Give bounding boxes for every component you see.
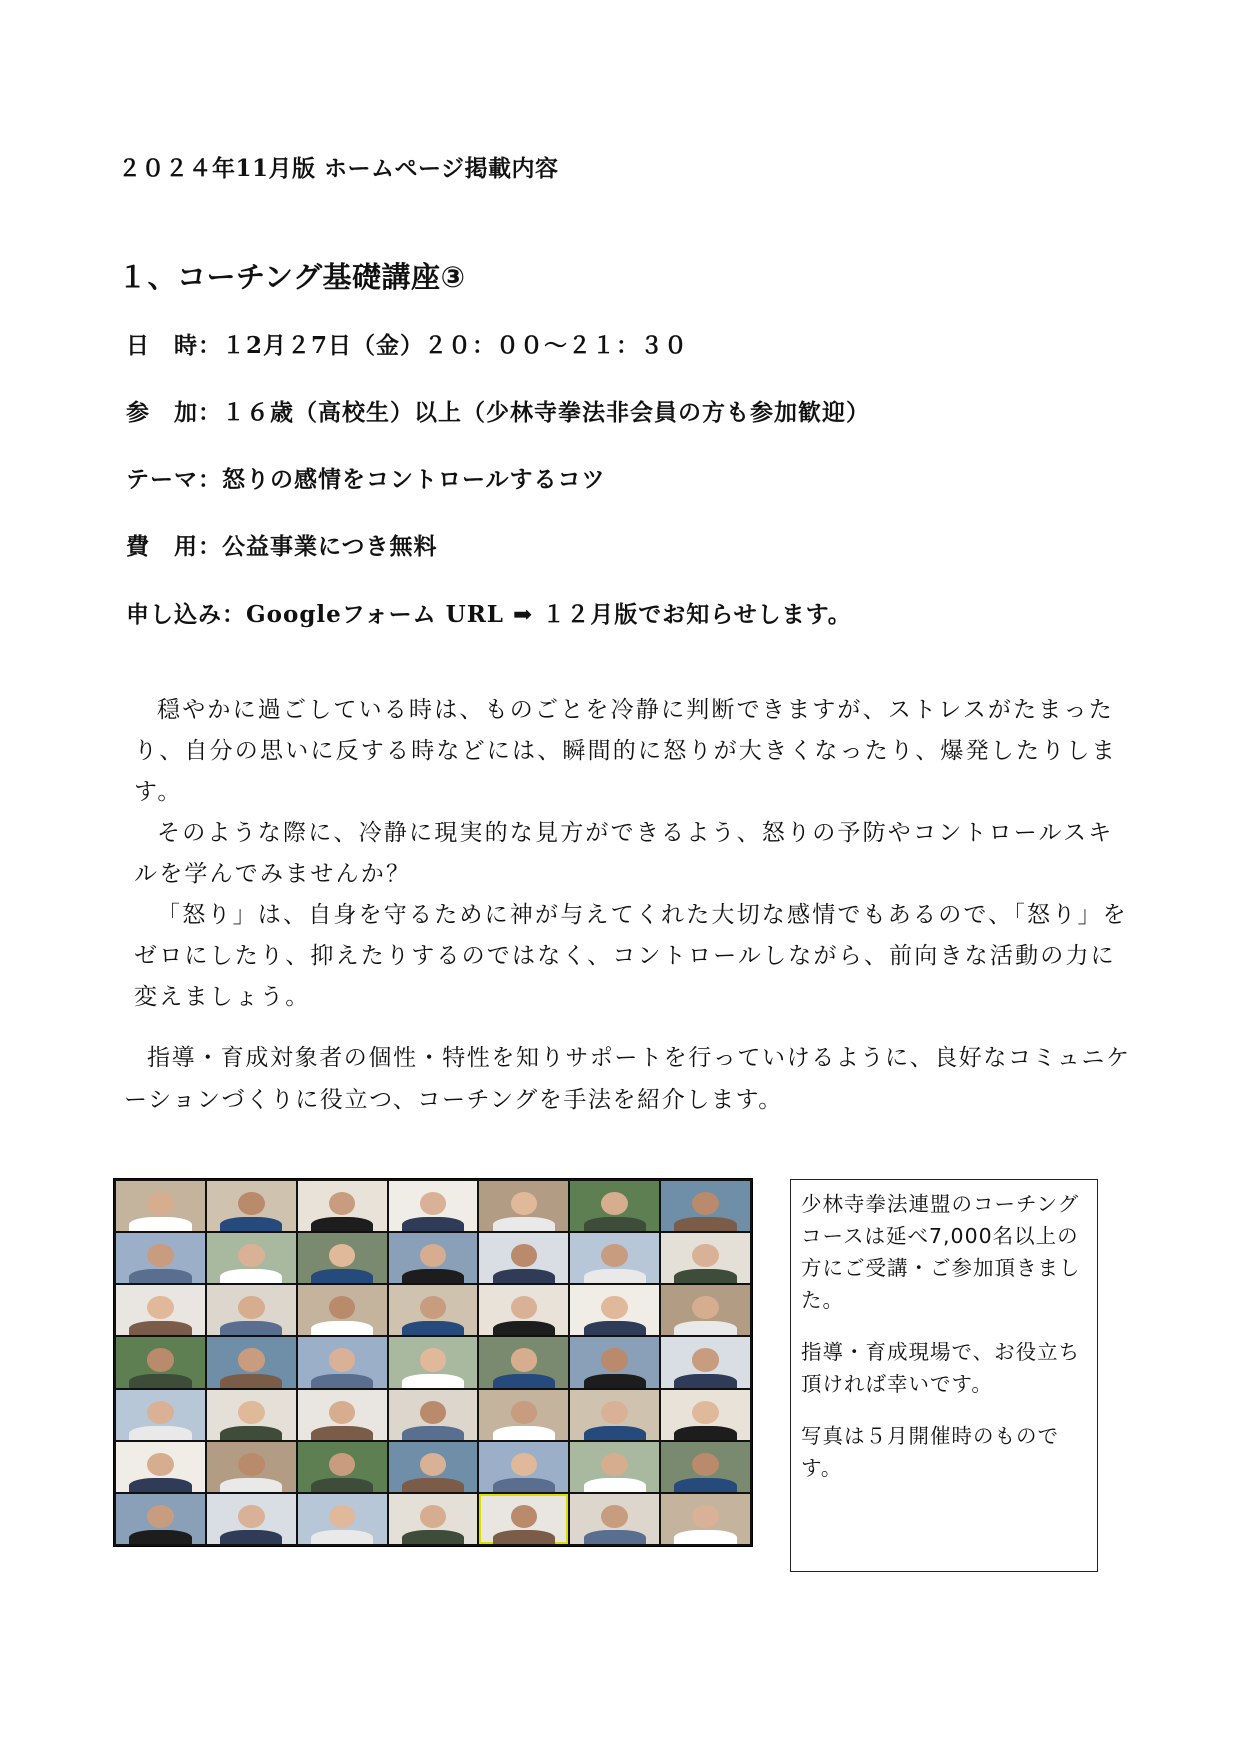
participant-photo [207, 1494, 296, 1544]
participant-photo [661, 1442, 750, 1492]
participant-photo [298, 1337, 387, 1387]
participant-photo [207, 1442, 296, 1492]
info-text: 指導・育成現場で、お役立ち頂ければ幸いです。 [801, 1340, 1081, 1396]
participant-photo [116, 1494, 205, 1544]
participant-photo [207, 1390, 296, 1440]
participant-photo [389, 1181, 478, 1231]
participant-photo [207, 1181, 296, 1231]
participant-photo [298, 1181, 387, 1231]
participant-photo [116, 1285, 205, 1335]
participant-photo [570, 1390, 659, 1440]
detail-label: 費 用： [126, 533, 222, 560]
participants-photo-grid [113, 1178, 753, 1547]
participant-photo [116, 1390, 205, 1440]
participant-photo [661, 1181, 750, 1231]
detail-value: １６歳（高校生）以上（少林寺拳法非会員の方も参加歓迎） [222, 399, 870, 426]
participant-photo [570, 1337, 659, 1387]
participant-photo [389, 1337, 478, 1387]
participant-photo [298, 1442, 387, 1492]
detail-application [126, 596, 852, 629]
participant-photo [389, 1442, 478, 1492]
participant-photo [479, 1181, 568, 1231]
paragraph: 指導・育成対象者の個性・特性を知りサポートを行っていけるように、良好なコミュニケーションづくりに役立つ、コーチングを手法を紹介します。 [124, 1045, 1131, 1113]
participant-photo [389, 1494, 478, 1544]
participant-photo [570, 1442, 659, 1492]
participant-photo [207, 1285, 296, 1335]
participant-photo [479, 1390, 568, 1440]
participant-photo [479, 1285, 568, 1335]
participant-photo [479, 1233, 568, 1283]
participant-photo [661, 1337, 750, 1387]
participant-photo [479, 1494, 568, 1544]
detail-fee [126, 528, 438, 561]
participant-photo [298, 1494, 387, 1544]
info-text: 少林寺拳法連盟のコーチングコースは延べ7,000名以上の方にご受講・ご参加頂きました。 [801, 1192, 1081, 1312]
paragraph: 「怒り」は、自身を守るために神が与えてくれた大切な感情でもあるので、「怒り」をゼロにしたり、抑えたりするのではなく、コントロールしながら、前向きな活動の力に変えましょう。 [134, 902, 1128, 1010]
participant-photo [298, 1285, 387, 1335]
paragraph: そのような際に、冷静に現実的な見方ができるよう、怒りの予防やコントロールスキルを学んでみませんか？ [134, 820, 1114, 887]
section-heading: １、コーチング基礎講座③ [118, 260, 466, 294]
participant-photo [116, 1337, 205, 1387]
closing-text [124, 1037, 1134, 1121]
participant-photo [479, 1442, 568, 1492]
participant-photo [661, 1494, 750, 1544]
info-text: 写真は５月開催時のものです。 [801, 1424, 1059, 1480]
detail-label: テーマ： [126, 466, 222, 493]
page-header: ２０２４年11月版 ホームページ掲載内容 [118, 155, 559, 182]
description-text [134, 690, 1134, 1018]
participant-photo [207, 1337, 296, 1387]
participant-photo [207, 1233, 296, 1283]
participant-photo [389, 1233, 478, 1283]
detail-label: 申し込み： [126, 601, 246, 628]
detail-value: 怒りの感情をコントロールするコツ [222, 466, 606, 493]
participant-photo [570, 1285, 659, 1335]
participant-photo [479, 1337, 568, 1387]
paragraph: 穏やかに過ごしている時は、ものごとを冷静に判断できますが、ストレスがたまったり、自分の思いに反する時などには、瞬間的に怒りが大きくなったり、爆発したりします。 [134, 697, 1117, 805]
participant-photo [389, 1390, 478, 1440]
detail-label: 日 時： [126, 332, 222, 359]
detail-label: 参 加： [126, 399, 222, 426]
detail-theme [126, 461, 606, 494]
participant-photo [570, 1181, 659, 1231]
detail-value: 公益事業につき無料 [222, 533, 438, 560]
detail-eligibility [126, 394, 870, 427]
detail-datetime [126, 327, 688, 360]
participant-photo [116, 1233, 205, 1283]
participant-photo [661, 1390, 750, 1440]
participant-photo [116, 1181, 205, 1231]
participant-photo [389, 1285, 478, 1335]
participant-photo [661, 1285, 750, 1335]
participant-photo [116, 1442, 205, 1492]
info-box [790, 1179, 1098, 1572]
participant-photo [298, 1233, 387, 1283]
participant-photo [661, 1233, 750, 1283]
participant-photo [570, 1494, 659, 1544]
detail-value: １2月２7日（金）２０：００～２１：３０ [222, 332, 689, 359]
participant-photo [298, 1390, 387, 1440]
participant-photo [570, 1233, 659, 1283]
detail-value: Googleフォーム URL ➡ １２月版でお知らせします。 [246, 601, 852, 628]
